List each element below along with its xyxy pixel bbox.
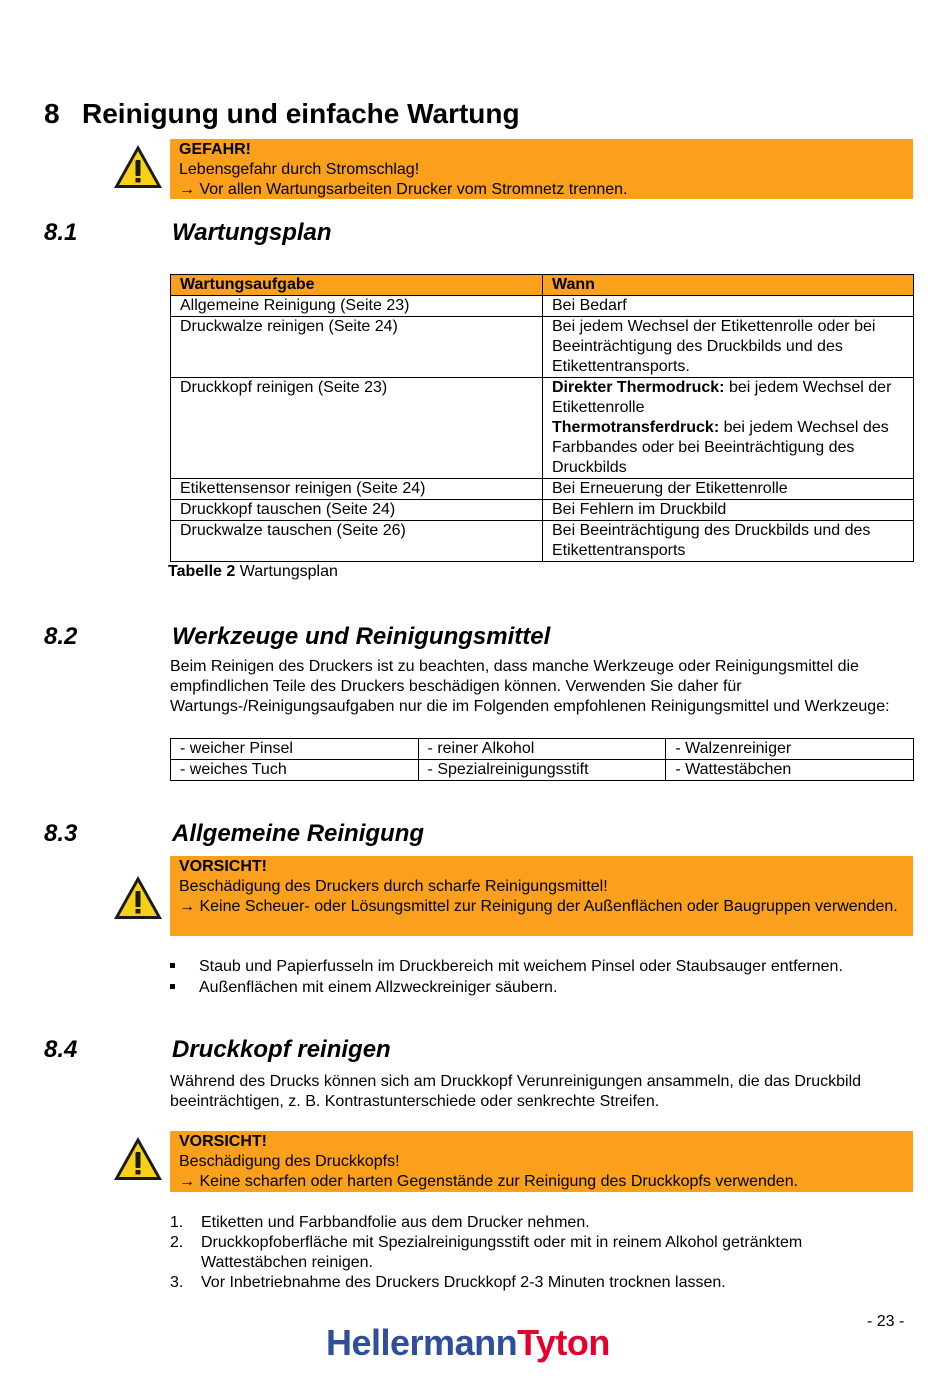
section-number: 8.4 — [44, 1036, 78, 1063]
table-cell: - weiches Tuch — [171, 760, 419, 781]
bullet-list — [170, 956, 920, 998]
caution-box — [170, 1131, 913, 1192]
table-cell: Allgemeine Reinigung (Seite 23) — [171, 296, 543, 317]
table-cell: Druckkopf tauschen (Seite 24) — [171, 500, 543, 521]
table-row — [171, 500, 914, 521]
chapter-title: Reinigung und einfache Wartung — [82, 98, 520, 129]
table-row — [171, 739, 914, 760]
table-cell: - reiner Alkohol — [418, 739, 666, 760]
table-row — [171, 378, 914, 479]
table-cell: Bei Bedarf — [543, 296, 914, 317]
table-row — [171, 317, 914, 378]
danger-instruction: → Vor allen Wartungsarbeiten Drucker vom Stromnetz trennen. — [179, 181, 628, 198]
numbered-steps — [170, 1213, 890, 1293]
table-cell: Druckkopf reinigen (Seite 23) — [171, 378, 543, 479]
danger-box — [170, 139, 913, 199]
caution-instruction: → Keine Scheuer- oder Lösungsmittel zur Reinigung der Außenflächen oder Baugruppen verwenden. — [179, 898, 898, 915]
table-cell: - Walzenreiniger — [666, 739, 914, 760]
caution-title: VORSICHT! — [179, 1133, 267, 1150]
caution-message: Beschädigung des Druckkopfs! — [179, 1153, 400, 1170]
caution-instruction: → Keine scharfen oder harten Gegenstände zur Reinigung des Druckkopfs verwenden. — [179, 1173, 799, 1190]
table-cell: Etikettensensor reinigen (Seite 24) — [171, 479, 543, 500]
table-cell: Druckwalze reinigen (Seite 24) — [171, 317, 543, 378]
section-number: 8.1 — [44, 219, 78, 246]
list-item: Staub und Papierfusseln im Druckbereich mit weichem Pinsel oder Staubsauger entfernen. — [170, 956, 920, 977]
list-item: 2. Druckkopfoberfläche mit Spezialreinigungsstift oder mit in reinem Alkohol getränktem Wattestäbchen reinigen. — [170, 1234, 803, 1271]
hellermanntyton-logo: HellermannTyton — [326, 1322, 610, 1363]
table-caption: Tabelle 2 Wartungsplan — [168, 563, 338, 580]
table-row — [171, 760, 914, 781]
section-number: 8.3 — [44, 820, 78, 847]
tools-table — [170, 738, 914, 781]
warning-triangle-icon — [112, 143, 164, 191]
section-text: Während des Drucks können sich am Druckkopf Verunreinigungen ansammeln, die das Druckbild beeinträchtigen, z. B. Kontrastunterschiede oder senkrechte Streifen. — [170, 1073, 862, 1110]
bullet-square-icon — [170, 963, 175, 968]
section-title: Werkzeuge und Reinigungsmittel — [172, 623, 551, 650]
caution-message: Beschädigung des Druckers durch scharfe Reinigungsmittel! — [179, 878, 608, 895]
arrow-icon: → — [179, 1173, 195, 1190]
section-title: Wartungsplan — [172, 219, 332, 246]
table-cell: Bei Fehlern im Druckbild — [543, 500, 914, 521]
table-cell: Direkter Thermodruck: bei jedem Wechsel der Etikettenrolle Thermotransferdruck: bei jedem Wechsel des Farbbandes oder bei Beeinträchtigung des Druckbilds — [543, 378, 914, 479]
section-text: Beim Reinigen des Druckers ist zu beachten, dass manche Werkzeuge oder Reinigungsmittel die empfindlichen Teile des Druckers beschädigen können. Verwenden Sie daher für Wartungs-/Reinigungsaufgaben nur die im Folgenden empfohlenen Reinigungsmittel und Werkzeuge: — [170, 658, 890, 715]
list-item: Außenflächen mit einem Allzweckreiniger säubern. — [170, 977, 920, 998]
section-heading-8-4 — [44, 1036, 744, 1066]
section-title: Allgemeine Reinigung — [172, 820, 425, 847]
table-cell: - Wattestäbchen — [666, 760, 914, 781]
list-item: 3. Vor Inbetriebnahme des Druckers Druckkopf 2-3 Minuten trocknen lassen. — [170, 1274, 726, 1291]
chapter-number: 8 — [44, 98, 60, 129]
caution-box — [170, 856, 913, 936]
table-row — [171, 479, 914, 500]
caution-title: VORSICHT! — [179, 858, 267, 875]
maintenance-plan-table — [170, 274, 914, 562]
table-row — [171, 296, 914, 317]
table-cell: Druckwalze tauschen (Seite 26) — [171, 521, 543, 562]
section-heading-8-2 — [44, 623, 744, 653]
section-heading-8-3 — [44, 820, 744, 850]
danger-message: Lebensgefahr durch Stromschlag! — [179, 161, 420, 178]
section-title: Druckkopf reinigen — [172, 1036, 391, 1063]
table-cell: - weicher Pinsel — [171, 739, 419, 760]
bullet-square-icon — [170, 984, 175, 989]
chapter-heading — [44, 98, 520, 130]
table-cell: Bei Beeinträchtigung des Druckbilds und des Etikettentransports — [543, 521, 914, 562]
warning-triangle-icon — [112, 874, 164, 922]
table-row — [171, 521, 914, 562]
section-number: 8.2 — [44, 623, 78, 650]
list-item: 1. Etiketten und Farbbandfolie aus dem Drucker nehmen. — [170, 1214, 590, 1231]
table-cell: - Spezialreinigungsstift — [418, 760, 666, 781]
arrow-icon: → — [179, 181, 195, 198]
arrow-icon: → — [179, 898, 195, 915]
warning-triangle-icon — [112, 1135, 164, 1183]
table-header-row — [171, 275, 914, 296]
danger-title: GEFAHR! — [179, 141, 251, 158]
table-cell: Bei jedem Wechsel der Etikettenrolle oder bei Beeinträchtigung des Druckbilds und des Etikettentransports. — [543, 317, 914, 378]
table-header-when: Wann — [543, 275, 914, 296]
table-cell: Bei Erneuerung der Etikettenrolle — [543, 479, 914, 500]
table-header-task: Wartungsaufgabe — [171, 275, 543, 296]
section-heading-8-1 — [44, 219, 644, 249]
page-number: - 23 - — [867, 1313, 905, 1330]
